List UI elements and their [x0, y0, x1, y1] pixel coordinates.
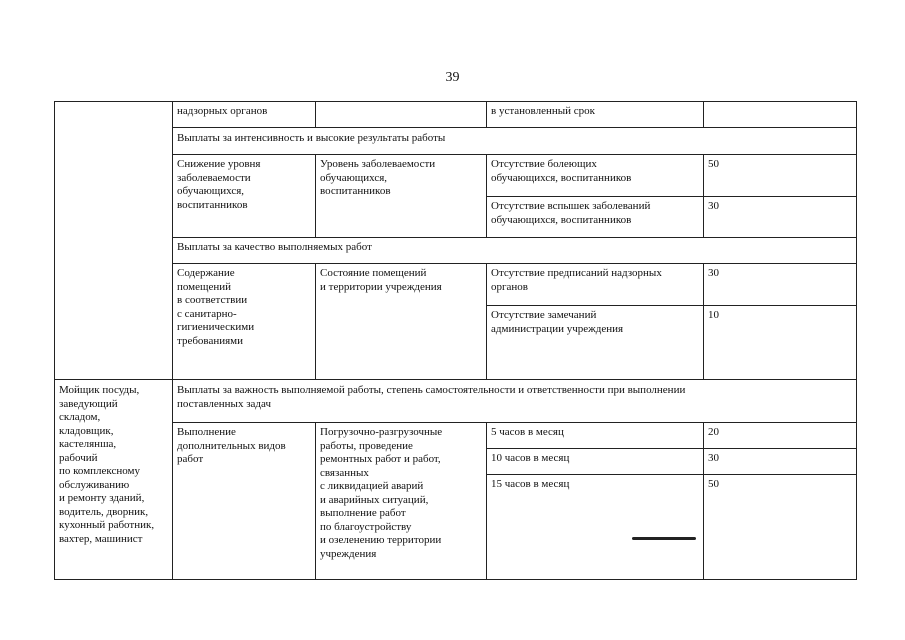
staff-heading: Выплаты за важность выполняемой работы, степень самостоятельности и ответственности при выполнении поставленных задач: [177, 384, 686, 410]
quality-value-cell: 30: [708, 267, 719, 279]
staff-value-cell: 50: [708, 478, 719, 490]
intensity-condition-cell: Отсутствие вспышек заболеваний обучающихся, воспитанников: [491, 200, 651, 226]
staff-indicator-cell: Погрузочно-разгрузочные работы, проведение ремонтных работ и работ, связанных с ликвидацией аварий и аварийных ситуаций, выполнение работ по благоустройству и озеленению территории учреждения: [320, 426, 443, 560]
table-rule: [856, 101, 857, 580]
quality-condition-cell: Отсутствие замечаний администрации учреждения: [491, 309, 624, 335]
quality-heading: Выплаты за качество выполняемых работ: [177, 241, 372, 253]
top-value-cell: [704, 102, 856, 127]
table-rule: [54, 379, 857, 380]
quality-value-cell: 10: [708, 309, 719, 321]
staff-value-cell: 30: [708, 452, 719, 464]
staff-positions-cell: Мойщик посуды, заведующий складом, кладовщик, кастелянша, рабочий по комплексному обслуживанию и ремонту зданий, водитель, дворник, кухонный работник, вахтер, машинист: [59, 384, 155, 545]
intensity-criterion-cell: Снижение уровня заболеваемости обучающихся, воспитанников: [177, 158, 261, 211]
quality-condition-cell: Отсутствие предписаний надзорных органов: [491, 267, 662, 293]
staff-value-cell: 20: [708, 426, 719, 438]
top-condition-cell: в установленный срок: [491, 105, 595, 117]
staff-criterion-cell: Выполнение дополнительных видов работ: [177, 426, 286, 465]
top-indicator-cell: [316, 102, 486, 127]
intensity-value-cell: 30: [708, 200, 719, 212]
table-rule: [54, 579, 857, 580]
staff-condition-cell: 15 часов в месяц: [491, 478, 570, 490]
intensity-condition-cell: Отсутствие болеющих обучающихся, воспитанников: [491, 158, 632, 184]
staff-condition-cell: 10 часов в месяц: [491, 452, 570, 464]
intensity-value-cell: 50: [708, 158, 719, 170]
intensity-heading: Выплаты за интенсивность и высокие результаты работы: [177, 132, 446, 144]
page-number: 39: [445, 70, 460, 85]
staff-condition-cell: 5 часов в месяц: [491, 426, 564, 438]
intensity-indicator-cell: Уровень заболеваемости обучающихся, воспитанников: [320, 158, 436, 197]
scan-mark: [632, 537, 696, 540]
table-rule: [172, 127, 857, 128]
quality-criterion-cell: Содержание помещений в соответствии с санитарно- гигиеническими требованиями: [177, 267, 255, 347]
top-criterion-cell: надзорных органов: [177, 105, 268, 117]
quality-indicator-cell: Состояние помещений и территории учреждения: [320, 267, 442, 293]
